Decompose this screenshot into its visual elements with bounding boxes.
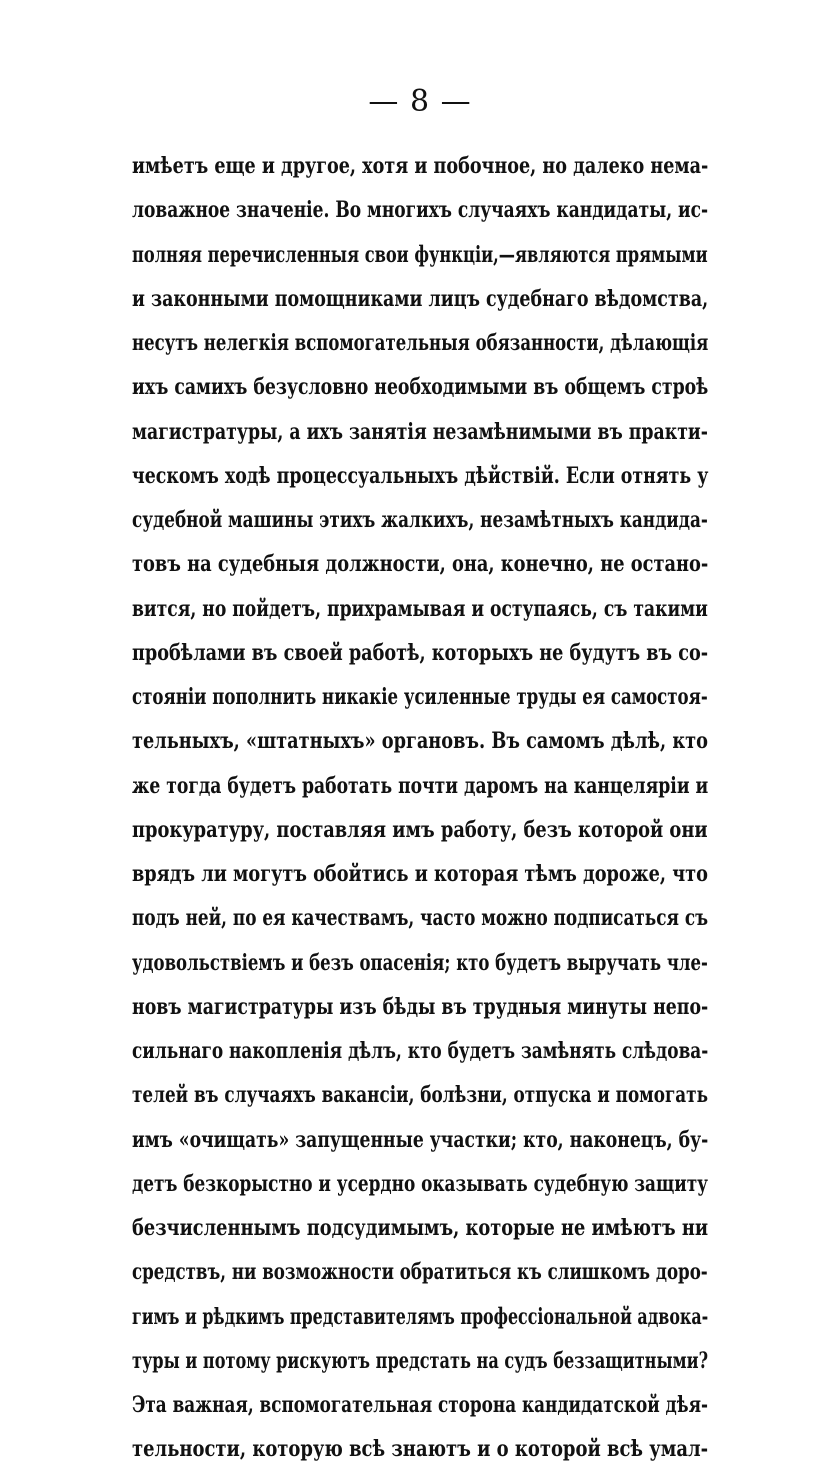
text-line: несутъ нелегкія вспомогательныя обязанности, дѣлающія — [132, 330, 709, 356]
text-line: сильнаго накопленія дѣлъ, кто будетъ замѣнять слѣдова- — [132, 1038, 709, 1064]
text-line: гимъ и рѣдкимъ представителямъ профессіональной адвока- — [132, 1303, 709, 1330]
text-line: Эта важная, вспомогательная сторона кандидатской дѣя- — [132, 1392, 709, 1418]
text-line: средствъ, ни возможности обратиться къ слишкомъ доро- — [132, 1259, 708, 1286]
text-line: пробѣлами въ своей работѣ, которыхъ не будутъ въ со- — [132, 639, 709, 666]
text-line: туры и потому рискуютъ предстать на судъ беззащитными? — [132, 1347, 709, 1374]
text-line: ихъ самихъ безусловно необходимыми въ общемъ строѣ — [132, 374, 709, 401]
text-line: полняя перечисленныя свои функціи,—являются прямыми — [132, 241, 708, 268]
text-line: имъ «очищать» запущенные участки; кто, наконецъ, бу- — [132, 1126, 709, 1153]
text-line: новъ магистратуры изъ бѣды въ трудныя минуты непо- — [132, 993, 709, 1020]
text-line: удовольствіемъ и безъ опасенія; кто будетъ выручать чле- — [132, 949, 708, 976]
text-line: безчисленнымъ подсудимымъ, которые не имѣютъ ни — [132, 1215, 709, 1241]
text-line: тельности, которую всѣ знаютъ и о которой всѣ умал- — [132, 1436, 709, 1463]
text-line: телей въ случаяхъ вакансіи, болѣзни, отпуска и помогать — [132, 1082, 708, 1109]
body-text — [132, 144, 708, 1472]
text-line: тельныхъ, «штатныхъ» органовъ. Въ самомъ дѣлѣ, кто — [132, 728, 708, 755]
text-line: товъ на судебныя должности, она, конечно, не остано- — [132, 551, 709, 578]
text-line: врядъ ли могутъ обойтись и которая тѣмъ дороже, что — [132, 861, 708, 887]
text-line: же тогда будетъ работать почти даромъ на канцеляріи и — [132, 772, 709, 799]
text-line: вится, но пойдетъ, прихрамывая и оступаясь, съ такими — [132, 595, 708, 622]
text-line: ловажное значеніе. Во многихъ случаяхъ кандидаты, ис- — [132, 197, 709, 224]
text-line: имѣетъ еще и другое, хотя и побочное, но далеко нема- — [132, 153, 709, 179]
text-line: подъ ней, по ея качествамъ, часто можно подписаться съ — [132, 905, 709, 932]
text-line: ческомъ ходѣ процессуальныхъ дѣйствій. Если отнять у — [132, 462, 709, 489]
page-number: — 8 — — [368, 84, 472, 119]
text-line: магистратуры, а ихъ занятія незамѣнимыми въ практи- — [132, 418, 708, 445]
text-line: прокуратуру, поставляя имъ работу, безъ которой они — [132, 816, 708, 843]
text-line: судебной машины этихъ жалкихъ, незамѣтныхъ кандида- — [132, 507, 708, 533]
text-line: и законными помощниками лицъ судебнаго вѣдомства, — [132, 285, 709, 312]
text-line: стояніи пополнить никакіе усиленные труды ея самостоя- — [132, 684, 708, 710]
text-line: детъ безкорыстно и усердно оказывать судебную защиту — [132, 1170, 708, 1197]
